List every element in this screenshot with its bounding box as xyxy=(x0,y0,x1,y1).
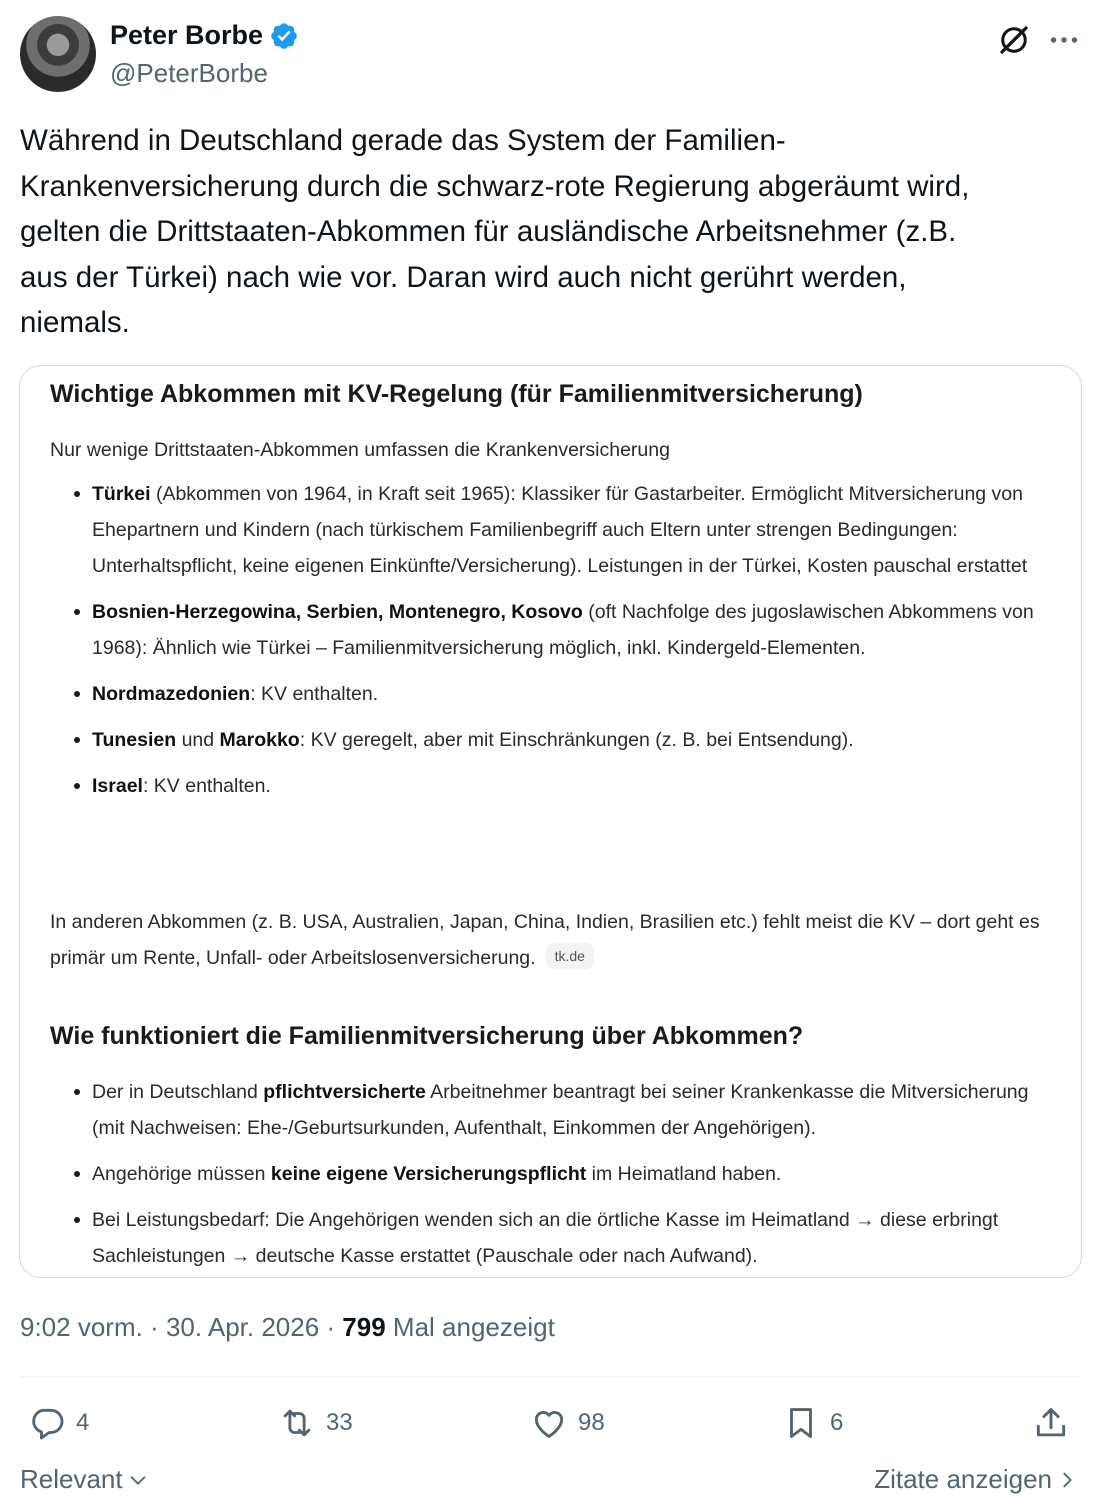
list-item: Türkei (Abkommen von 1964, in Kraft seit 1965): Klassiker für Gastarbeiter. Ermöglicht Mitversicherung von Ehepartnern und Kindern (nach türkischem Familienbegriff auch Eltern unter strengen Bedingungen: Unterhaltspflicht, keine eigenen Einkünfte/Versicherung). Leistungen in der Türkei, Kosten pauschal erstattet xyxy=(50,476,1050,584)
sort-replies-dropdown[interactable] xyxy=(20,1464,149,1495)
grok-icon[interactable] xyxy=(996,22,1032,58)
list-item: Tunesien und Marokko: KV geregelt, aber mit Einschränkungen (z. B. bei Entsendung). xyxy=(50,722,1050,758)
bookmark-button[interactable] xyxy=(782,1400,843,1446)
retweet-icon xyxy=(278,1404,316,1442)
bookmark-count: 6 xyxy=(830,1409,844,1436)
card-heading-agreements: Wichtige Abkommen mit KV-Regelung (für Familienmitversicherung) xyxy=(50,380,863,408)
share-icon xyxy=(1032,1404,1070,1442)
agreements-list xyxy=(50,476,1050,814)
retweet-count: 33 xyxy=(326,1409,353,1436)
attached-image-card[interactable] xyxy=(19,365,1082,1278)
reply-button[interactable] xyxy=(28,1400,89,1446)
list-item: Bei Leistungsbedarf: Die Angehörigen wenden sich an die örtliche Kasse im Heimatland → diese erbringt Sachleistungen → deutsche Kasse erstattet (Pauschale oder nach Aufwand). xyxy=(50,1202,1050,1274)
tweet-text: Während in Deutschland gerade das System der Familien- Krankenversicherung durch die schwarz-rote Regierung abgeräumt wird, gelten die Drittstaaten-Abkommen für ausländische Arbeitsnehmer (z.B. aus der Türkei) nach wie vor. Daran wird auch nicht gerührt werden, niemals. xyxy=(20,124,970,339)
like-button[interactable] xyxy=(530,1400,605,1446)
list-item: Nordmazedonien: KV enthalten. xyxy=(50,676,1050,712)
tweet-header xyxy=(20,16,1082,96)
author-handle[interactable]: @PeterBorbe xyxy=(110,58,268,88)
reply-icon xyxy=(28,1404,66,1442)
list-item: Bosnien-Herzegowina, Serbien, Montenegro, Kosovo (oft Nachfolge des jugoslawischen Abkommens von 1968): Ähnlich wie Türkei – Familienmitversicherung möglich, inkl. Kindergeld-Elementen. xyxy=(50,594,1050,666)
how-it-works-list xyxy=(50,1074,1050,1278)
tweet-meta: 9:02 vorm. · 30. Apr. 2026 · 799 Mal angezeigt xyxy=(20,1312,555,1342)
more-icon[interactable] xyxy=(1046,26,1082,54)
divider xyxy=(20,1376,1082,1377)
view-quotes-link[interactable] xyxy=(874,1464,1078,1495)
like-count: 98 xyxy=(578,1409,605,1436)
card-heading-how-it-works: Wie funktioniert die Familienmitversicherung über Abkommen? xyxy=(50,1022,804,1050)
chevron-right-icon xyxy=(1056,1469,1078,1491)
views-label: Mal angezeigt xyxy=(385,1312,555,1342)
share-button[interactable] xyxy=(1032,1400,1080,1446)
card-intro-text: Nur wenige Drittstaaten-Abkommen umfassen die Krankenversicherung xyxy=(50,439,670,461)
reply-count: 4 xyxy=(76,1409,90,1436)
action-bar xyxy=(20,1400,1082,1450)
retweet-button[interactable] xyxy=(278,1400,353,1446)
sort-label: Relevant xyxy=(20,1464,123,1494)
list-item: Israel: KV enthalten. xyxy=(50,768,1050,804)
list-item: Der in Deutschland pflichtversicherte Arbeitnehmer beantragt bei seiner Krankenkasse die Mitversicherung (mit Nachweisen: Ehe-/Geburtsurkunden, Aufenthalt, Einkommen der Angehörigen). xyxy=(50,1074,1050,1146)
list-item: Angehörige müssen keine eigene Versicherungspflicht im Heimatland haben. xyxy=(50,1156,1050,1192)
avatar[interactable] xyxy=(20,16,96,92)
quotes-label: Zitate anzeigen xyxy=(874,1464,1052,1494)
source-chip[interactable]: tk.de xyxy=(546,943,594,969)
chevron-down-icon xyxy=(127,1469,149,1491)
tweet-date[interactable]: 30. Apr. 2026 xyxy=(165,1312,320,1342)
views-count: 799 xyxy=(342,1312,386,1342)
verified-badge-icon xyxy=(269,21,299,51)
author-display-name[interactable]: Peter Borbe xyxy=(110,20,264,50)
bookmark-icon xyxy=(782,1404,820,1442)
author-name-row xyxy=(110,20,299,51)
like-icon xyxy=(530,1404,568,1442)
card-other-agreements-text: In anderen Abkommen (z. B. USA, Australien, Japan, China, Indien, Brasilien etc.) fehlt meist die KV – dort geht es primär um Rente, Unfall- oder Arbeitslosenversicherung. tk.de xyxy=(50,911,1040,969)
tweet-time[interactable]: 9:02 vorm. xyxy=(20,1312,143,1342)
